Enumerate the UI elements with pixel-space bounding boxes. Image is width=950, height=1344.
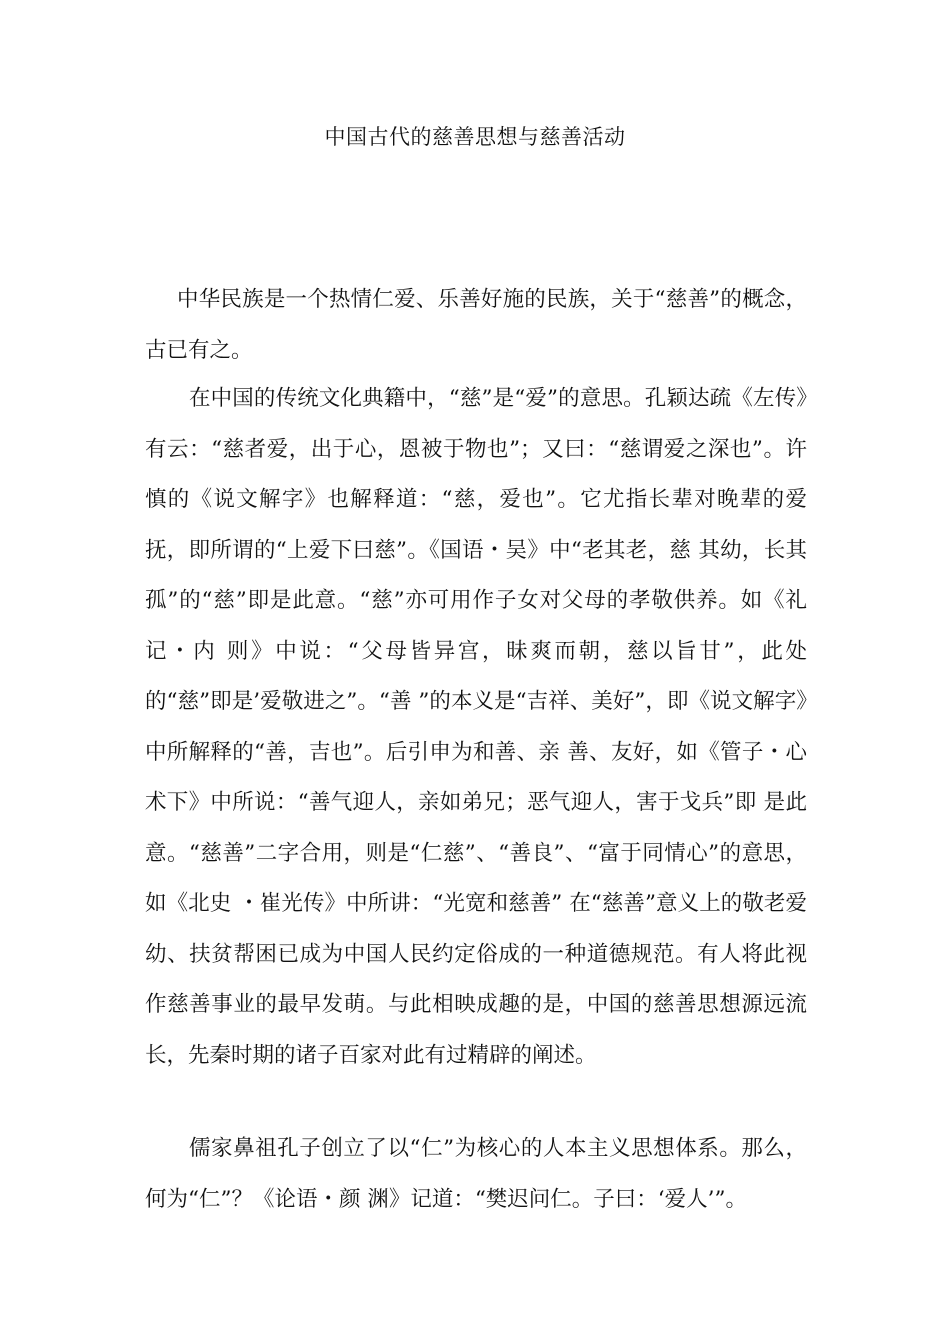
document-title: 中国古代的慈善思想与慈善活动 [324, 125, 626, 149]
paragraph-confucius: 儒家鼻祖孔子创立了以“仁”为核心的人本主义思想体系。那么，何为“仁”？《论语・颜 渊》记道：“樊迟问仁。子曰：‘爱人’”。 [145, 1136, 807, 1212]
paragraph-intro: 中华民族是一个热情仁爱、乐善好施的民族，关于“慈善”的概念，古已有之。 [145, 287, 807, 363]
paragraph-meaning-of-cishan: 在中国的传统文化典籍中，“慈”是“爱”的意思。孔颖达疏《左传》有云：“慈者爱，出于心，恩被于物也”；又曰：“慈谓爱之深也”。许慎的《说文解字》也解释道：“慈，爱也”。它尤指长辈对晚辈的爱抚，即所谓的“上爱下曰慈”。《国语・吴》中“老其老，慈 其幼，长其孤”的“慈”即是此意。“慈”亦可用作子女对父母的孝敬供养。如《礼记・内 则》中说：“父母皆异宫，昧爽而朝，慈以旨甘”，此处的“慈”即是’爱敬进之”。“善 ”的本义是“吉祥、美好”，即《说文解字》中所解释的“善，吉也”。后引申为和善、亲 善、友好，如《管子・心术下》中所说：“善气迎人，亲如弟兄；恶气迎人，害于戈兵”即 是此意。“慈善”二字合用，则是“仁慈”、“善良”、“富于同情心”的意思，如《北史 ・崔光传》中所讲：“光宽和慈善” 在“慈善”意义上的敬老爱幼、扶贫帮困已成为中国人民约定俗成的一种道德规范。有人将此视作慈善事业的最早发萌。与此相映成趣的是，中国的慈善思想源远流长，先秦时期的诸子百家对此有过精辟的阐述。 [145, 386, 807, 1068]
